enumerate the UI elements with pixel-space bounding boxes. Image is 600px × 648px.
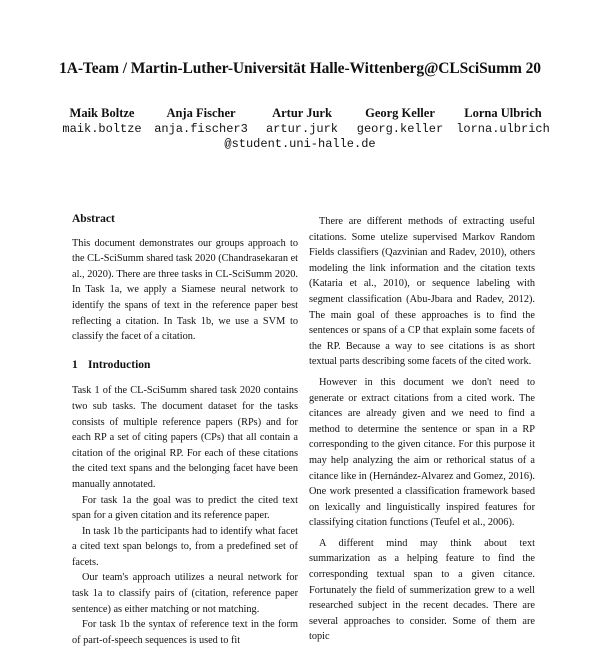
paper-title: 1A-Team / Martin-Luther-Universität Halle-Wittenberg@CLSciSumm 20 [59, 60, 541, 77]
abstract-text: This document demonstrates our groups approach to the CL-SciSumm shared task 2020 (Chandrasekaran et al., 2020). There are three tasks in CL-SciSumm 2020. In Task 1a, we apply a Siamese neural network to identify the spans of text in the reference paper best reflecting a citation. In Task 1b, we use a SVM to classify the facet of a citation. [72, 237, 298, 343]
abstract-section [72, 212, 298, 345]
paragraph: However in this document we don't need to generate or extract citations from a cited work. The citances are already given and we need to find a method to determine the sentence or span in a RP corresponding to the given citance. For this purpose it may help analyzing the aim or rethorical status of a citance like in (Hernández-Alvarez and Gomez, 2016). One work presented a classification framework based on lexically and linguistically inspired features for classifying citation functions (Teufel et al., 2006). [309, 376, 535, 529]
author-name: Artur Jurk [272, 106, 332, 120]
author [56, 106, 148, 136]
author [350, 106, 450, 136]
author [150, 106, 252, 136]
section-number: 1 [72, 358, 78, 371]
author-email: maik.boltze [62, 122, 142, 136]
paragraph: Our team's approach utilizes a neural network for task 1a to classify pairs of (citation, reference paper sentence) as either matching or not matching. [72, 572, 298, 615]
author [256, 106, 348, 136]
section-title: Introduction [88, 358, 151, 371]
paragraph: For task 1b the syntax of reference text in the form of part-of-speech sequences is used to fit [72, 619, 298, 646]
author-email: lorna.ulbrich [456, 122, 550, 136]
paragraph: A different mind may think about text summarization as a helping feature to find the corresponding textual span to a given citance. Fortunately the field of summerization grew to a well researched subject in the recent decades. There are several approaches to consider. Some of them are topic [309, 537, 535, 643]
author-email: artur.jurk [265, 122, 338, 136]
paragraph: Task 1 of the CL-SciSumm shared task 2020 contains two sub tasks. The document dataset for the tasks consists of multiple reference papers (RPs) and for each RP a set of citing papers (CPs) that all contain a citation of the original RP. For each of these citations the cited text spans and the belonging facet have been manually annotated. [72, 385, 298, 490]
section-heading-introduction [72, 358, 298, 374]
author-email: anja.fischer3 [154, 122, 248, 136]
author-email: georg.keller [356, 122, 444, 136]
paragraph: There are different methods of extracting useful citations. Some utelize supervised Markov Random Fields classifiers (Qazvinian and Radev, 2010), others modeling the link information and the citation texts (Kataria et al., 2010), or sequence labeling with segment classification (Abu-Jbara and Radev, 2012). The main goal of these approaches is to find the sentences or spans of a CP that explain some facets of the RP. Because a way to see citations is as short textual parts describing some facets of the cited work. [309, 216, 535, 368]
author [450, 106, 556, 136]
author-name: Lorna Ulbrich [464, 106, 542, 120]
abstract-heading: Abstract [72, 213, 115, 225]
author-name: Anja Fischer [166, 106, 236, 120]
paragraph: In task 1b the participants had to identify what facet a cited text span belongs to, from a predefined set of facets. [72, 525, 298, 568]
left-column [72, 212, 298, 648]
author-name: Georg Keller [365, 106, 435, 120]
right-column [309, 214, 535, 645]
paragraph: For task 1a the goal was to predict the cited text span for a given citation and its reference paper. [72, 494, 298, 522]
author-name: Maik Boltze [69, 106, 135, 120]
email-domain: @student.uni-halle.de [224, 137, 376, 151]
